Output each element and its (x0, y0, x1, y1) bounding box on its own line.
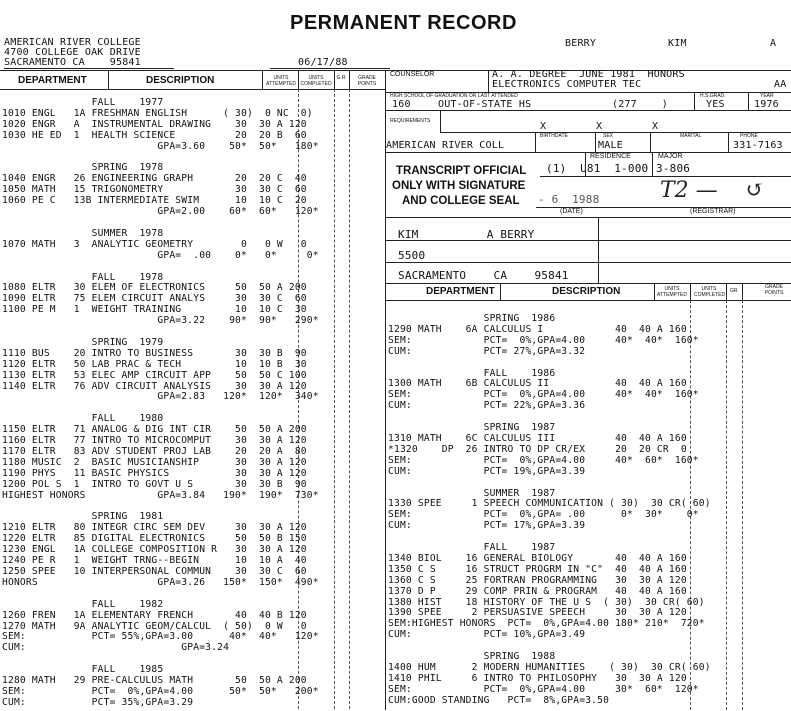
left-transcript-line: 1150 ELTR 71 ANALOG & DIG INT CIR 50 50 A 200 (2, 424, 307, 436)
major-label: MAJOR (658, 153, 683, 160)
left-transcript-line: 1160 ELTR 77 INTRO TO MICROCOMPUT 30 30 A 120 (2, 435, 307, 447)
major-code: 3-806 (656, 162, 691, 175)
student-first-name: KIM (668, 38, 687, 49)
left-transcript-line: 1240 PE R 1 WEIGHT TRNG--BEGIN 10 10 A 40 (2, 555, 307, 567)
left-transcript-line: 1270 MATH 9A ANALYTIC GEOM/CALCUL ( 50) 0 W 0 (2, 620, 307, 632)
left-transcript-line: FALL 1978 (2, 271, 164, 283)
left-transcript-line: 1170 ELTR 83 ADV STUDENT PROJ LAB 20 20 A 80 (2, 446, 307, 457)
right-transcript-line: SEM: PCT= 0%,GPA=4.00 30* 60* 120* (388, 683, 699, 695)
left-transcript-line: 1010 ENGL 1A FRESHMAN ENGLISH ( 30) 0 NC 0) (2, 107, 313, 119)
left-transcript-line: GPA=2.83 120* 120* 340* (2, 391, 319, 403)
left-transcript-line: GPA=2.00 60* 60* 120* (2, 206, 319, 218)
stamp-line-1: TRANSCRIPT OFFICIAL (396, 165, 527, 177)
left-transcript-line: 1200 POL S 1 INTRO TO GOVT U S 30 30 B 90 (2, 478, 307, 490)
right-transcript-line: 1350 C S 16 STRUCT PROGRM IN "C" 40 40 A 160 (388, 563, 687, 575)
right-transcript-line: FALL 1987 (388, 542, 556, 554)
left-transcript-body (2, 98, 319, 709)
right-transcript-line: 1410 PHIL 6 INTRO TO PHILOSOPHY 30 30 A 120 (388, 672, 687, 684)
right-transcript-line: 1390 SPEE 2 PERSUASIVE SPEECH 30 30 A 120 (388, 607, 687, 619)
right-transcript-line: 1330 SPEE 1 SPEECH COMMUNICATION ( 30) 30 CR( 60) (388, 498, 711, 510)
right-transcript-line: 1370 D P 29 COMP PRIN & PROGRAM 40 40 A 160 (388, 585, 687, 597)
left-header-grade-points: GRADE POINTS (357, 75, 377, 87)
sex-value: MALE (598, 140, 623, 151)
left-transcript-line: 1090 ELTR 75 ELEM CIRCUIT ANALYS 30 30 C 60 (2, 293, 307, 305)
left-transcript-line: 1250 SPEE 10 INTERPERSONAL COMMUN 30 30 C 60 (2, 565, 307, 577)
left-header-department: DEPARTMENT (18, 75, 87, 86)
right-transcript-line: CUM: PCT= 19%,GPA=3.39 (388, 465, 586, 477)
right-header-units-completed: UNITS COMPLETED (694, 286, 726, 298)
hs-number: (277 ) (612, 99, 668, 110)
left-transcript-line: 1030 HE ED 1 HEALTH SCIENCE 20 20 B 60 (2, 129, 307, 141)
left-transcript-line: GPA=3.60 50* 50* 180* (2, 140, 319, 152)
left-transcript-line: FALL 1982 (2, 598, 164, 610)
right-transcript-line: SPRING 1986 (388, 313, 556, 324)
student-middle-initial: A (770, 38, 777, 49)
address-city: SACRAMENTO CA 95841 (398, 269, 569, 282)
right-transcript-line: CUM: PCT= 22%,GPA=3.36 (388, 400, 586, 412)
left-transcript-line: 1130 ELTR 53 ELEC AMP CIRCUIT APP 50 50 C 100 (2, 369, 307, 381)
address-street: 5500 (398, 249, 426, 262)
left-transcript-line: 1020 ENGR A INSTRUMENTAL DRAWING 30 30 A 120 (2, 118, 307, 130)
left-transcript-line: SPRING 1981 (2, 511, 164, 523)
school-name: AMERICAN RIVER COLLEGE (4, 37, 141, 48)
left-transcript-line: 1210 ELTR 80 INTEGR CIRC SEM DEV 30 30 A 120 (2, 522, 307, 534)
left-transcript-line (2, 262, 319, 273)
right-header-units-attempted: UNITS ATTEMPTED (657, 286, 687, 298)
left-transcript-line: CUM: GPA=3.24 (2, 642, 230, 654)
right-transcript-line: FALL 1986 (388, 367, 556, 379)
left-transcript-line: FALL 1977 (2, 97, 164, 108)
left-transcript-line: 1110 BUS 20 INTRO TO BUSINESS 30 30 B 90 (2, 347, 307, 359)
sex-label: SEX (603, 133, 614, 139)
registrar-label: (REGISTRAR) (690, 208, 736, 215)
left-transcript-line: HIGHEST HONORS GPA=3.84 190* 190* 730* (2, 489, 319, 501)
left-transcript-line: SEM: PCT= 55%,GPA=3.00 40* 40* 120* (2, 631, 319, 643)
right-transcript-line: 1300 MATH 6B CALCULUS II 40 40 A 160 (388, 378, 687, 390)
phone-label: PHONE (740, 133, 758, 139)
requirements-label: REQUIREMENTS (390, 118, 431, 124)
stamp-date: - 6 1988 (538, 193, 600, 206)
left-transcript-line: GPA=3.22 90* 90* 290* (2, 315, 319, 327)
right-transcript-line: SEM: PCT= 0%,GPA=4.00 40* 40* 160* (388, 389, 699, 401)
phone-value: 331-7163 (733, 140, 783, 151)
left-transcript-line: SEM: PCT= 0%,GPA=4.00 50* 50* 200* (2, 685, 319, 697)
left-transcript-line: 1070 MATH 3 ANALYTIC GEOMETRY 0 0 W 0 (2, 238, 307, 250)
stamp-line-3: AND COLLEGE SEAL (402, 195, 520, 207)
student-last-name: BERRY (565, 38, 597, 49)
school-street: 4700 COLLEGE OAK DRIVE (4, 47, 141, 58)
hs-grad-value: YES (706, 99, 725, 110)
left-transcript-line: 1220 ELTR 85 DIGITAL ELECTRONICS 50 50 B 150 (2, 533, 307, 545)
left-transcript-line: SUMMER 1978 (2, 227, 164, 239)
address-name: KIM A BERRY (398, 228, 535, 241)
left-header-description: DESCRIPTION (146, 75, 215, 86)
left-transcript-line: 1140 ELTR 76 ADV CIRCUIT ANALYSIS 30 30 A 120 (2, 380, 307, 392)
right-transcript-line: 1290 MATH 6A CALCULUS I 40 40 A 160 (388, 323, 687, 335)
right-transcript-line: CUM: PCT= 27%,GPA=3.32 (388, 345, 586, 357)
right-transcript-line: 1310 MATH 6C CALCULUS III 40 40 A 160 (388, 432, 687, 444)
hs-name: OUT-OF-STATE HS (438, 99, 532, 110)
left-transcript-line: 1060 PE C 13B INTERMEDIATE SWIM 10 10 C 20 (2, 195, 307, 207)
left-transcript-line: 1050 MATH 15 TRIGONOMETRY 30 30 C 60 (2, 184, 307, 196)
right-transcript-line: CUM: PCT= 17%,GPA=3.39 (388, 520, 586, 532)
year-label: YEAR (760, 93, 774, 99)
right-transcript-line: SEM: PCT= 0%,GPA= .00 0* 30* 0* (388, 509, 699, 521)
right-transcript-line: CUM:GOOD STANDING PCT= 8%,GPA=3.50 (388, 694, 610, 706)
page-title: PERMANENT RECORD (290, 12, 517, 34)
hs-grad-label: H.S.GRAD. (700, 93, 726, 99)
date-label: (DATE) (560, 208, 583, 215)
college-attended: AMERICAN RIVER COLL (386, 140, 505, 151)
left-transcript-line: 1120 ELTR 50 LAB PRAC & TECH 10 10 B 30 (2, 358, 307, 370)
right-transcript-line: SEM: PCT= 0%,GPA=4.00 40* 60* 160* (388, 454, 699, 466)
marital-label: MARITAL (680, 133, 702, 139)
right-transcript-line: SPRING 1987 (388, 422, 556, 434)
right-transcript-line: SUMMER 1987 (388, 487, 556, 499)
left-transcript-line: 1080 ELTR 30 ELEM OF ELECTRONICS 50 50 A 200 (2, 282, 307, 294)
right-transcript-line: CUM: PCT= 10%,GPA=3.49 (388, 629, 586, 641)
right-transcript-line: 1400 HUM 2 MODERN HUMANITIES ( 30) 30 CR( 60) (388, 662, 711, 673)
left-transcript-line: SPRING 1979 (2, 336, 164, 348)
left-header-units-attempted: UNITS ATTEMPTED (266, 75, 296, 87)
left-transcript-line: 1230 ENGL 1A COLLEGE COMPOSITION R 30 30 A 120 (2, 544, 307, 556)
left-transcript-line: 1180 MUSIC 2 BASIC MUSICIANSHIP 30 30 A 120 (2, 456, 307, 468)
right-header-description: DESCRIPTION (552, 286, 621, 297)
degree-line: A. A. DEGREE JUNE 1981 HONORS (492, 69, 685, 80)
right-transcript-line: 1360 C S 25 FORTRAN PROGRAMMING 30 30 A 120 (388, 574, 687, 586)
school-city: SACRAMENTO CA 95841 (4, 57, 141, 68)
record-date: 06/17/88 (298, 57, 348, 68)
residence-label: RESIDENCE (590, 153, 631, 160)
left-transcript-line: 1040 ENGR 26 ENGINEERING GRAPH 20 20 C 40 (2, 173, 307, 185)
left-transcript-line: 1190 PHYS 11 BASIC PHYSICS 30 30 A 120 (2, 467, 307, 479)
hs-label: HIGH SCHOOL OF GRADUATION OR LAST ATTENDED (390, 93, 518, 99)
right-transcript-line: *1320 DP 26 INTRO TO DP CR/EX 20 20 CR 0 (388, 443, 687, 455)
right-transcript-body (388, 314, 711, 707)
right-transcript-line (388, 478, 711, 489)
right-transcript-line: 1380 HIST 18 HISTORY OF THE U S ( 30) 30 CR( 60) (388, 596, 705, 608)
left-transcript-line: 1260 FREN 1A ELEMENTARY FRENCH 40 40 B 120 (2, 609, 307, 621)
counselor-label: COUNSELOR (390, 71, 435, 78)
right-transcript-line: SPRING 1988 (388, 651, 556, 663)
residence-line: (1) U81 1-000 (546, 162, 649, 175)
hs-code: 160 (392, 99, 411, 110)
degree-code: AA (774, 79, 787, 90)
year-value: 1976 (754, 99, 779, 110)
right-transcript-line (388, 358, 711, 369)
left-transcript-line: 1100 PE M 1 WEIGHT TRAINING 10 10 C 30 (2, 304, 307, 316)
degree-major: ELECTRONICS COMPUTER TEC (492, 79, 642, 90)
left-transcript-line: 1280 MATH 29 PRE-CALCULUS MATH 50 50 A 200 (2, 675, 307, 687)
registrar-signature: T2 — ↺ (660, 178, 765, 203)
right-header-grade-points: GRADE POINTS (764, 284, 784, 296)
right-transcript-line: 1340 BIOL 16 GENERAL BIOLOGY 40 40 A 160 (388, 552, 687, 564)
left-transcript-line: HONORS GPA=3.26 150* 150* 490* (2, 576, 319, 588)
requirement-marks: X X X (540, 121, 659, 132)
left-transcript-line: CUM: PCT= 35%,GPA=3.29 (2, 696, 194, 708)
birthdate-label: BIRTHDATE (540, 133, 568, 139)
left-transcript-line: SPRING 1978 (2, 162, 164, 174)
right-header-gr: GR (730, 288, 738, 294)
right-transcript-line: SEM: PCT= 0%,GPA=4.00 40* 40* 160* (388, 334, 699, 346)
left-transcript-line: FALL 1985 (2, 664, 164, 676)
right-header-department: DEPARTMENT (426, 286, 495, 297)
left-transcript-line: GPA= .00 0* 0* 0* (2, 249, 319, 261)
right-transcript-line: SEM:HIGHEST HONORS PCT= 0%,GPA=4.00 180* 210* 720* (388, 618, 705, 630)
left-header-units-completed: UNITS COMPLETED (300, 75, 332, 87)
stamp-line-2: ONLY WITH SIGNATURE (392, 180, 526, 192)
left-transcript-line: FALL 1980 (2, 413, 164, 425)
left-header-grade: G R (336, 75, 346, 81)
